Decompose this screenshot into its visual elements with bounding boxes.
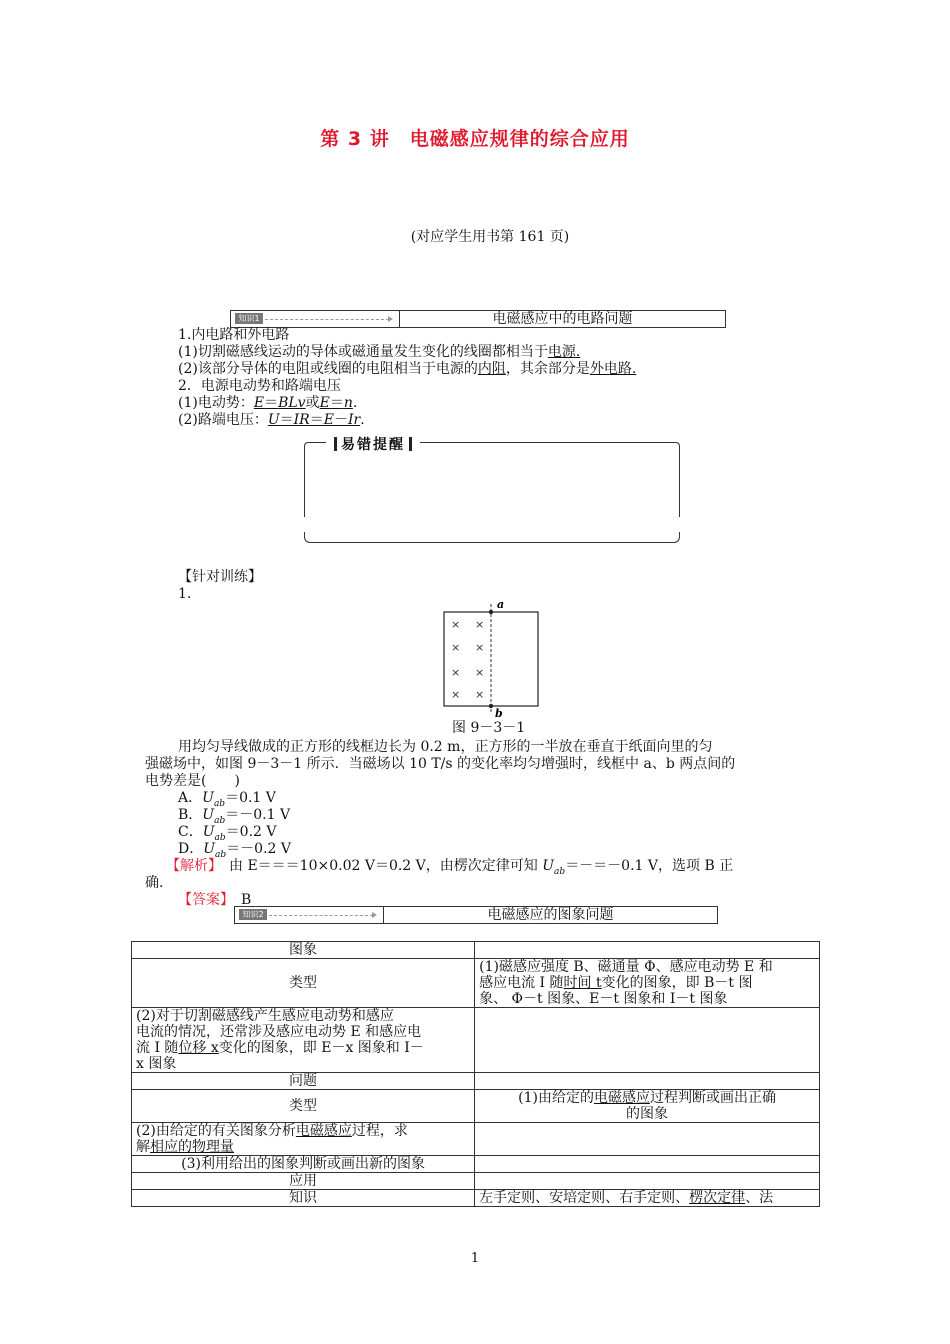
question-text: 强磁场中，如图 9－3－1 所示．当磁场以 10 T/s 的变化率均匀增强时，线框中 a、b 两点间的 [145,756,736,772]
reminder-label: 易错提醒 [326,434,420,454]
arrow-right-icon [265,319,389,320]
label-b: b [495,707,503,718]
text-line: (2)路端电压：U＝IR＝E－Ir. [178,412,365,428]
svg-text:×: × [451,618,461,631]
table-cell [475,1123,820,1156]
text-line: (1)切割磁感线运动的导体或磁通量发生变化的线圈都相当于电源. [178,344,581,360]
reminder-box-bottom [304,532,680,543]
table-cell: 问题 [132,1073,475,1090]
table-cell: (1)磁感应强度 B、磁通量 Φ、感应电动势 E 和 感应电流 I 随时间 t变化的图象，即 B－t 图 象、 Φ－t 图象、E－t 图象和 I－t 图象 [475,959,820,1008]
table-row [132,1123,820,1156]
table-row [132,1173,820,1190]
section-title: 电磁感应中的电路问题 [492,311,633,327]
svg-text:×: × [451,688,461,701]
text-line: 1.内电路和外电路 [178,327,290,343]
text-line: 2．电源电动势和路端电压 [178,378,341,394]
table-cell: 类型 [132,959,475,1008]
svg-text:×: × [475,618,485,631]
answer-label: 【答案】 [178,892,227,908]
table-row [132,1073,820,1090]
arrow-right-icon [269,915,373,916]
table-row [132,942,820,959]
option-a: A．$U_{ab}=0.1$ V [178,790,276,809]
svg-text:×: × [475,641,485,654]
table-cell: (3)利用给出的图象判断或画出新的图象 [132,1156,475,1173]
knowledge-pill: 知识2 [239,909,267,920]
section-header-1 [230,310,726,328]
label-a: a [497,598,505,611]
figure-caption: 图 9－3－1 [452,720,526,736]
point-b [489,704,493,708]
question-number: 1. [178,586,192,602]
svg-text:×: × [451,666,461,679]
table-cell [475,1156,820,1173]
knowledge-tag [235,907,384,923]
table-cell: 类型 [132,1090,475,1123]
table-cell: (2)由给定的有关图象分析电磁感应过程，求 解相应的物理量 [132,1123,475,1156]
option-b: B．$U_{ab}=-0.1$ V [178,807,291,826]
table-cell [475,1073,820,1090]
table-row [132,959,820,1008]
section-title: 电磁感应的图象问题 [487,907,614,923]
point-a [489,610,493,614]
knowledge-pill: 知识1 [235,313,263,324]
svg-text:×: × [451,641,461,654]
table-cell [475,1008,820,1073]
table-row [132,1008,820,1073]
page-title: 第 3 讲 电磁感应规律的综合应用 [320,128,630,150]
page-number: 1 [470,1251,480,1266]
table-cell: 图象 [132,942,475,959]
svg-text:×: × [475,688,485,701]
table-cell [475,942,820,959]
question-text: 用均匀导线做成的正方形的线框边长为 0.2 m，正方形的一半放在垂直于纸面向里的匀 [178,739,713,755]
page-subtitle: (对应学生用书第 161 页) [410,229,570,245]
analysis-cont: 确. [145,875,164,891]
text-line: (1)电动势：E＝BLv或E＝n. [178,395,358,411]
option-d: D．$U_{ab}=-0.2$ V [178,841,292,860]
table-row [132,1190,820,1207]
table-cell: 知识 [132,1190,475,1207]
svg-text:×: × [475,666,485,679]
table-row [132,1156,820,1173]
table-cell: 应用 [132,1173,475,1190]
answer: 【答案】 B [178,892,252,908]
table-cell [475,1173,820,1190]
graph-problem-table [131,941,820,1207]
table-cell: (2)对于切割磁感线产生感应电动势和感应 电流的情况，还常涉及感应电动势 E 和感应电 流 I 随位移 x变化的图象，即 E－x 图象和 I－ x 图象 [132,1008,475,1073]
magnetic-field-crosses [451,618,484,701]
section-header-2 [234,906,718,924]
knowledge-tag [231,311,400,327]
table-cell: 左手定则、安培定则、右手定则、楞次定律、法 [475,1190,820,1207]
text-line: (2)该部分导体的电阻或线圈的电阻相当于电源的内阻，其余部分是外电路. [178,361,637,377]
figure-square-loop [430,598,550,718]
table-cell: (1)由给定的电磁感应过程判断或画出正确 的图象 [475,1090,820,1123]
question-text: 电势差是( ) [145,773,240,789]
error-reminder-box [304,436,680,546]
table-row [132,1090,820,1123]
option-c: C．$U_{ab}=0.2$ V [178,824,277,843]
analysis: 【解析】 由 E＝＝＝10×0.02 V＝0.2 V，由楞次定律可知 $U_{ab}=-=-0.1$ V，选项 B 正 [166,858,734,877]
training-heading: 【针对训练】 [178,569,262,585]
analysis-label: 【解析】 [166,858,215,874]
